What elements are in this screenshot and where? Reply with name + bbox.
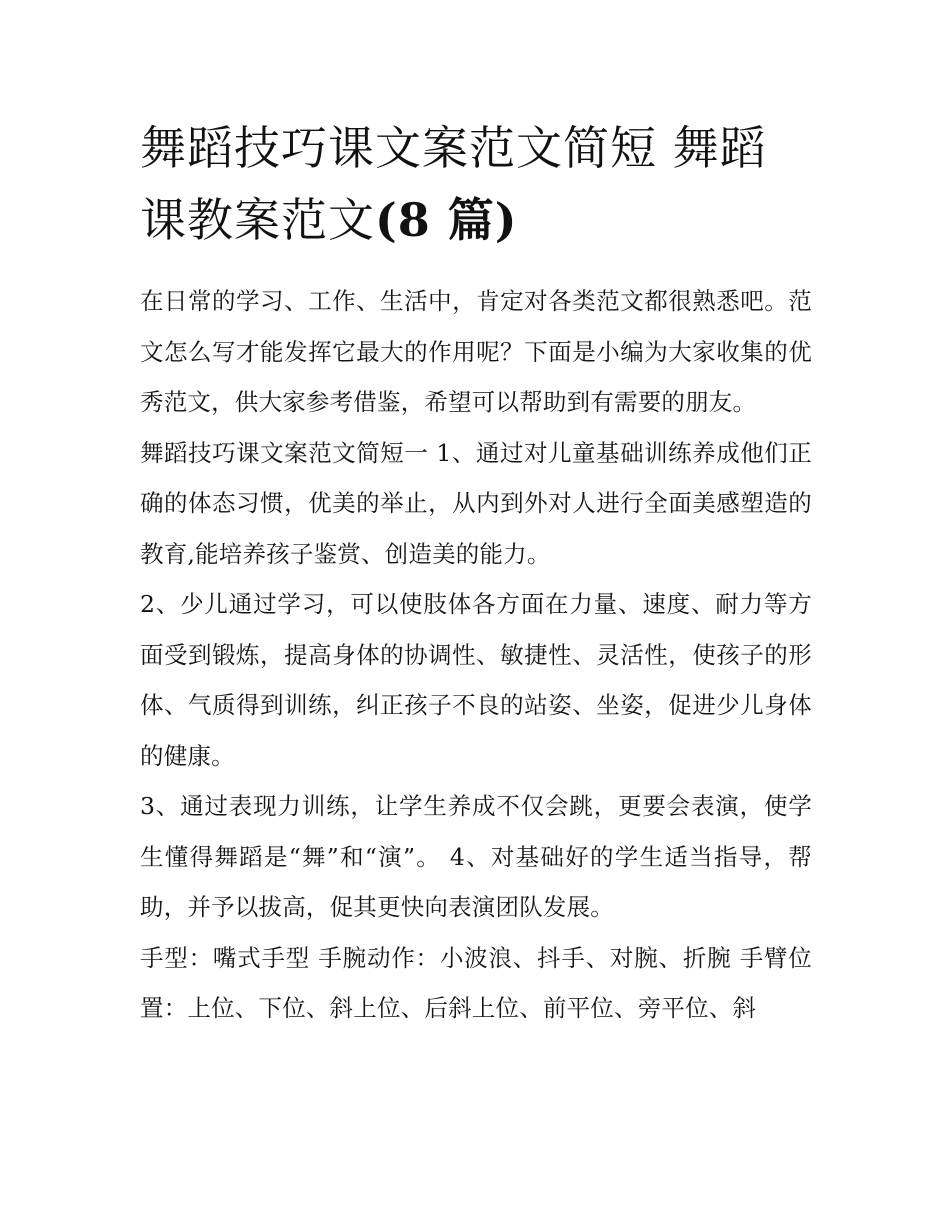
paragraph-4: 手型：嘴式手型 手腕动作：小波浪、抖手、对腕、折腕 手臂位置：上位、下位、斜上位、后斜上位、前平位、旁平位、斜 [140,943,812,1022]
paragraph-3: 3、通过表现力训练，让学生养成不仅会跳，更要会表演，使学生懂得舞蹈是“舞”和“演”。 4、对基础好的学生适当指导，帮助，并予以拔高，促其更快向表演团队发展。 [140,792,812,921]
paragraph-1: 舞蹈技巧课文案范文简短一 1、通过对儿童基础训练养成他们正确的体态习惯，优美的举止，从内到外对人进行全面美感塑造的教育,能培养孩子鉴赏、创造美的能力。 [140,438,812,568]
title-main: 舞蹈技巧课文案范文简短 舞蹈课教案范文 [140,121,767,247]
document-page [140,112,812,1034]
title-count: (8 篇) [375,193,518,247]
document-body [140,276,812,1034]
paragraph-intro: 在日常的学习、工作、生活中，肯定对各类范文都很熟悉吧。范文怎么写才能发挥它最大的作用呢？下面是小编为大家收集的优秀范文，供大家参考借鉴，希望可以帮助到有需要的朋友。 [140,287,812,416]
paragraph-2: 2、少儿通过学习，可以使肢体各方面在力量、速度、耐力等方面受到锻炼，提高身体的协调性、敏捷性、灵活性，使孩子的形体、气质得到训练，纠正孩子不良的站姿、坐姿，促进少儿身体的健康。 [140,590,812,770]
document-title [140,112,812,256]
